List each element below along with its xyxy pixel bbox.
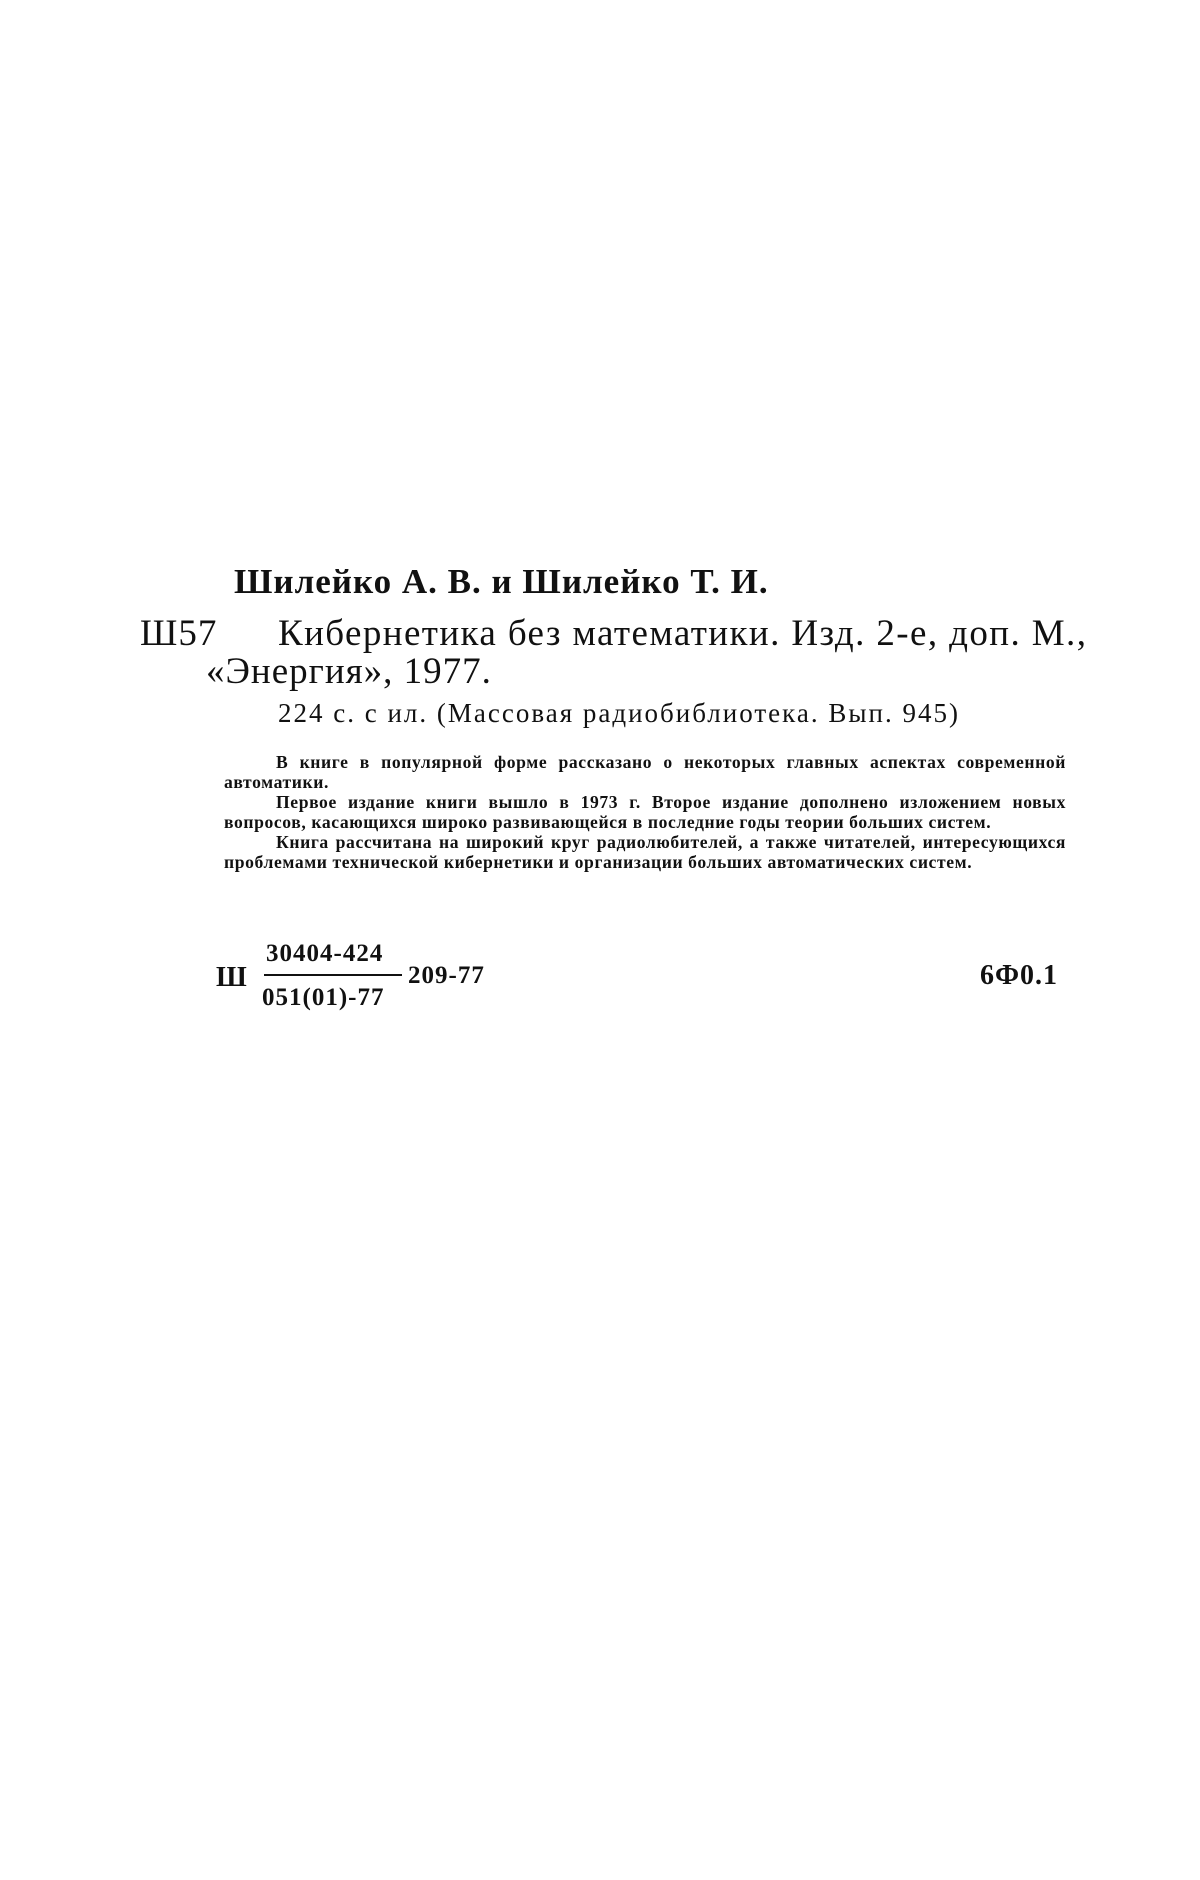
title-line-2: «Энергия», 1977. bbox=[206, 651, 492, 692]
title-line-1: Кибернетика без математики. Изд. 2-е, доп. М., bbox=[278, 613, 1088, 654]
pages-series: 224 с. с ил. (Массовая радиобиблиотека. Вып. 945) bbox=[278, 698, 960, 728]
classification-code: 6Ф0.1 bbox=[980, 960, 1059, 991]
abstract-paragraph: Книга рассчитана на широкий круг радиолюбителей, а также читателей, интересующихся проблемами технической кибернетики и организации больших автоматических систем. bbox=[224, 832, 1066, 872]
abstract-paragraph: В книге в популярной форме рассказано о некоторых главных аспектах современной автоматики. bbox=[224, 752, 1066, 792]
index-code: Ш57 bbox=[140, 613, 218, 654]
catalog-code-denominator: 051(01)-77 bbox=[262, 984, 385, 1011]
catalog-code-numerator: 30404-424 bbox=[266, 940, 384, 967]
authors: Шилейко А. В. и Шилейко Т. И. bbox=[234, 562, 769, 601]
catalog-code-suffix: 209-77 bbox=[408, 962, 485, 989]
catalog-code-prefix: Ш bbox=[216, 962, 247, 993]
abstract-paragraph: Первое издание книги вышло в 1973 г. Второе издание дополнено изложением новых вопросов, касающихся широко развивающейся в последние годы теории больших систем. bbox=[224, 792, 1066, 832]
fraction-rule bbox=[264, 974, 402, 976]
abstract bbox=[224, 752, 1066, 872]
